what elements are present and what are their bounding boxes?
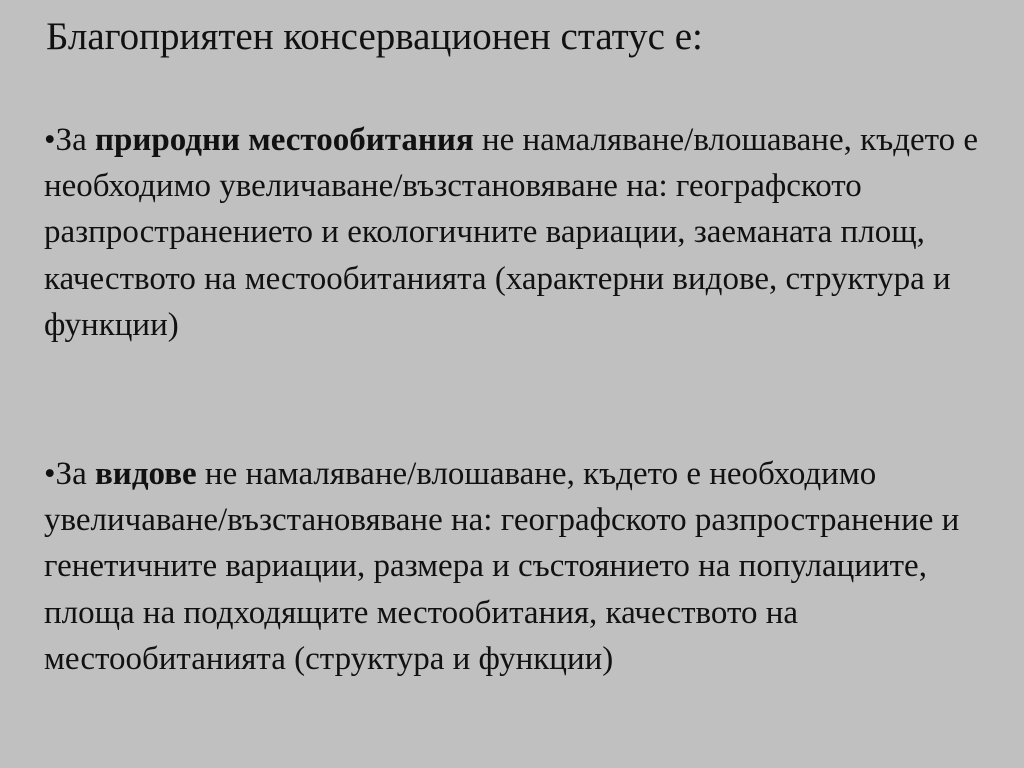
bullet-text: не намаляване/влошаване, където е необходимо увеличаване/възстановяване на: географското разпространение и генетичните вариации, размера и състоянието на популациите, площа на подходящите местообитания, качеството на местообитанията (структура и функции) (44, 456, 960, 677)
bullet-species (44, 451, 1004, 682)
bullet-bold-term: видове (94, 456, 197, 492)
bullet-habitats (44, 117, 1004, 348)
bullet-prefix: •За (44, 456, 95, 492)
bullet-bold-term: природни местообитания (94, 122, 474, 158)
bullet-prefix: •За (44, 122, 95, 158)
bullet-text: не намаляване/влошаване, където е необходимо увеличаване/възстановяване на: географското разпространението и екологичните вариации, заеманата площ, качеството на местообитанията (характерни видове, структура и функции) (44, 122, 979, 343)
slide-title: Благоприятен консервационен статус е: (46, 15, 703, 58)
